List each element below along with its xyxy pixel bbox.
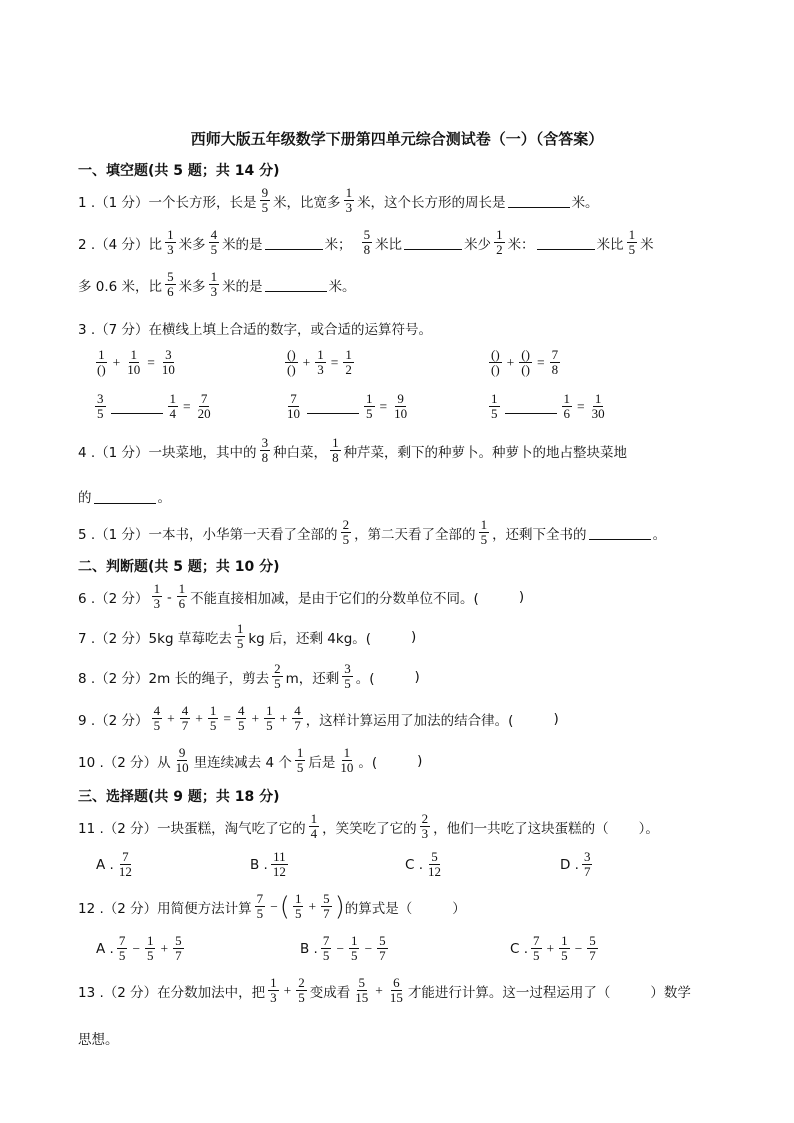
fraction: $\frac{1}{3}$: [210, 269, 218, 299]
question-3: 3 .（7 分）在横线上填上合适的数字，或合适的运算符号。: [78, 322, 433, 338]
equation-3-4: $\frac{3}{5}$ $\frac{1}{4}$ = $\frac{7}{20}$: [97, 391, 211, 421]
fraction: $\frac{1}{5}$: [628, 227, 636, 257]
question-2-continued: 多 0.6 米，比 $\frac{5}{6}$ 米多 $\frac{1}{3}$ 米的是 米。: [78, 269, 356, 299]
question-13-continued: 思想。: [78, 1032, 119, 1048]
answer-blank[interactable]: [505, 413, 557, 414]
question-9: 9 .（2 分） $\frac{4}{5}$ + $\frac{4}{7}$ + $\frac{1}{5}$ = $\frac{4}{5}$ + $\frac{1}{5}$ + $\frac{4}{7}$ ，这样计算运用了加法的结合律。( ): [78, 703, 559, 733]
question-5: 5 .（1 分）一本书，小华第一天看了全部的 $\frac{2}{5}$ ，第二天看了全部的 $\frac{1}{5}$ ，还剩下全书的 。: [78, 517, 667, 547]
answer-blank[interactable]: [537, 235, 595, 250]
section-heading-fill-in: 一、填空题(共 5 题；共 14 分): [78, 163, 280, 179]
question-1: 1 .（1 分）一个长方形，长是 $\frac{9}{5}$ 米，比宽多 $\frac{1}{3}$ 米，这个长方形的周长是 米。: [78, 185, 599, 215]
equation-3-1: $\frac{1}{()}$ + $\frac{1}{10}$ = $\frac{3}{10}$: [97, 347, 175, 377]
equation-3-5: $\frac{7}{10}$ $\frac{1}{5}$ = $\frac{9}{10}$: [287, 391, 408, 421]
question-8: 8 .（2 分）2m 长的绳子，剪去 $\frac{2}{5}$ m，还剩 $\frac{3}{5}$ 。( ): [78, 661, 420, 691]
fraction: $\frac{1}{2}$: [496, 227, 503, 257]
option-d[interactable]: D . $\frac{3}{7}$: [560, 849, 591, 879]
fraction: $\frac{5}{6}$: [167, 269, 174, 299]
answer-blank[interactable]: [265, 235, 323, 250]
section-heading-true-false: 二、判断题(共 5 题；共 10 分): [78, 559, 280, 575]
answer-blank[interactable]: [94, 489, 156, 504]
fraction: $\frac{1}{3}$: [167, 227, 174, 257]
fraction: $\frac{4}{5}$: [210, 227, 218, 257]
question-7: 7 .（2 分）5kg 草莓吃去 $\frac{1}{5}$ kg 后，还剩 4kg。( ): [78, 621, 417, 651]
option-b[interactable]: B . $\frac{11}{12}$: [250, 849, 286, 879]
equation-3-3: $\frac{()}{()}$ + $\frac{()}{()}$ = $\frac{7}{8}$: [491, 347, 559, 377]
question-10: 10 .（2 分）从 $\frac{9}{10}$ 里连续减去 4 个 $\frac{1}{5}$ 后是 $\frac{1}{10}$ 。( ): [78, 745, 423, 775]
question-6: 6 .（2 分） $\frac{1}{3}$ - $\frac{1}{6}$ 不能直接相加减，是由于它们的分数单位不同。( ): [78, 581, 525, 611]
question-4: 4 .（1 分）一块菜地，其中的 $\frac{3}{8}$ 种白菜， $\frac{1}{8}$ 种芹菜，剩下的种萝卜。种萝卜的地占整块菜地: [78, 435, 628, 465]
answer-blank[interactable]: [307, 413, 359, 414]
option-b[interactable]: B . $\frac{7}{5}$ − $\frac{1}{5}$ − $\frac{5}{7}$: [300, 933, 386, 963]
answer-blank[interactable]: [265, 277, 327, 292]
answer-blank[interactable]: [589, 525, 651, 540]
option-a[interactable]: A . $\frac{7}{5}$ − $\frac{1}{5}$ + $\frac{5}{7}$: [96, 933, 182, 963]
fraction: $\frac{1}{3}$: [345, 185, 353, 215]
option-c[interactable]: C . $\frac{7}{5}$ + $\frac{1}{5}$ − $\frac{5}{7}$: [510, 933, 596, 963]
option-c[interactable]: C . $\frac{5}{12}$: [405, 849, 442, 879]
equation-3-6: $\frac{1}{5}$ $\frac{1}{6}$ = $\frac{1}{30}$: [491, 391, 605, 421]
option-a[interactable]: A . $\frac{7}{12}$: [96, 849, 132, 879]
question-12: 12 .（2 分）用简便方法计算 $\frac{7}{5}$ − ( $\frac{1}{5}$ + $\frac{5}{7}$ ) 的算式是（ ）: [78, 891, 466, 922]
fraction: $\frac{5}{8}$: [363, 227, 371, 257]
question-11: 11 .（2 分）一块蛋糕，淘气吃了它的 $\frac{1}{4}$ ，笑笑吃了它的 $\frac{2}{3}$ ，他们一共吃了这块蛋糕的（ ）。: [78, 811, 659, 841]
answer-blank[interactable]: [508, 193, 570, 208]
answer-blank[interactable]: [111, 413, 163, 414]
equation-3-2: $\frac{()}{()}$ + $\frac{1}{3}$ = $\frac{1}{2}$: [287, 347, 352, 377]
question-2: 2 .（4 分）比 $\frac{1}{3}$ 米多 $\frac{4}{5}$ 米的是 米； $\frac{5}{8}$ 米比 米少 $\frac{1}{2}$ 米： 米比 $\frac{1}{5}$ 米: [78, 227, 654, 257]
question-4-continued: 的 。: [78, 490, 171, 506]
page-title: 西师大版五年级数学下册第四单元综合测试卷（一）（含答案）: [190, 130, 604, 148]
section-heading-multiple-choice: 三、选择题(共 9 题；共 18 分): [78, 789, 280, 805]
question-13: 13 .（2 分）在分数加法中，把 $\frac{1}{3}$ + $\frac{2}{5}$ 变成看 $\frac{5}{15}$ + $\frac{6}{15}$ 才能进行计算。这一过程运用了（ ）数学: [78, 975, 691, 1005]
answer-blank[interactable]: [404, 235, 462, 250]
fraction: $\frac{9}{5}$: [261, 185, 269, 215]
